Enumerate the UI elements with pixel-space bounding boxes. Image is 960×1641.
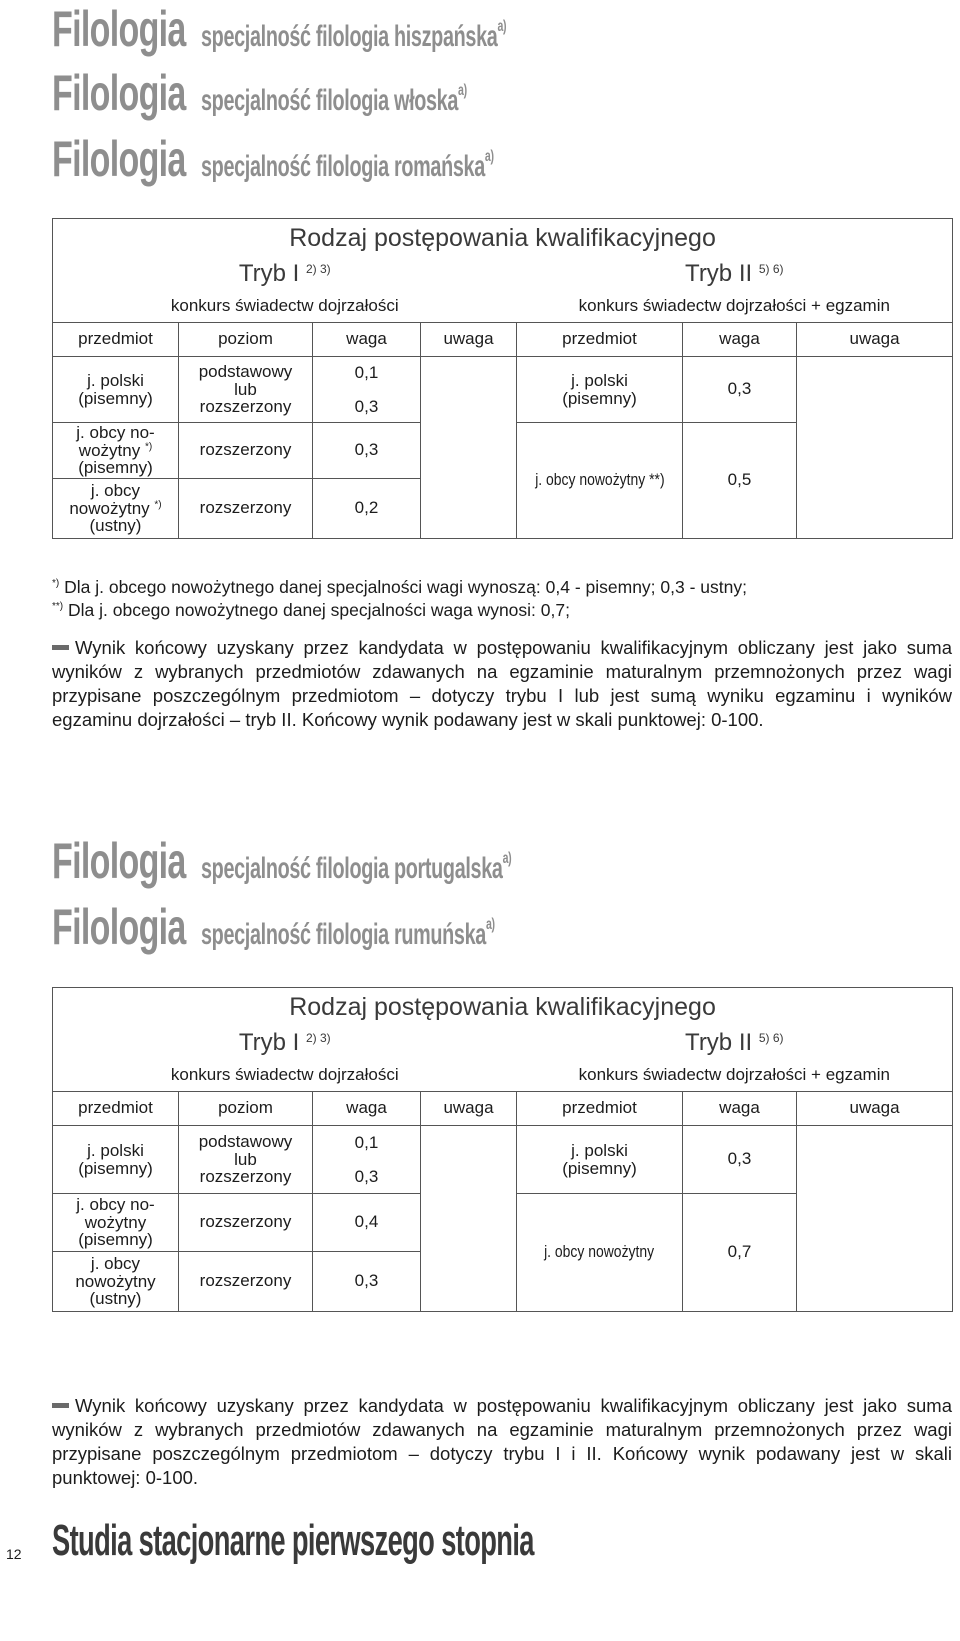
subject-line: wożytny <box>84 1212 147 1232</box>
heading-sup: a) <box>458 82 467 99</box>
heading-specialty <box>201 852 511 886</box>
konkurs-2: konkurs świadectw dojrzałości + egzamin <box>517 1060 953 1092</box>
subject-line: (ustny) <box>89 516 142 536</box>
subject-line: j. polski <box>87 1140 144 1160</box>
footnote-text: Dla j. obcego nowożytnego danej specjalności wagi wynoszą: 0,4 - pisemny; 0,3 - ustny; <box>64 576 747 597</box>
level-line: lub <box>234 379 257 399</box>
heading-specialty-text: specjalność filologia rumuńska <box>201 918 486 951</box>
subject-line <box>53 442 178 460</box>
qualification-table-2 <box>52 987 953 1312</box>
subject-line: (pisemny) <box>562 1158 637 1178</box>
heading-romanska <box>52 130 644 188</box>
heading-specialty <box>201 150 494 184</box>
tryb-1-label <box>53 1028 517 1060</box>
level-cell <box>179 357 313 423</box>
col-header: waga <box>683 323 797 357</box>
subject-line: j. polski <box>571 370 628 390</box>
t2-subject-cell <box>517 423 683 539</box>
tryb-1-sup: 2) 3) <box>305 262 331 277</box>
level-cell: rozszerzony <box>179 479 313 539</box>
col-header: uwaga <box>421 323 517 357</box>
tryb-1-text: Tryb I <box>238 1029 300 1057</box>
qualification-table-1 <box>52 218 953 539</box>
level-cell <box>179 1126 313 1194</box>
table-title: Rodzaj postępowania kwalifikacyjnego <box>53 219 953 259</box>
subject-cell <box>53 423 179 479</box>
subject-cell <box>53 357 179 423</box>
col-header: waga <box>313 1092 421 1126</box>
subject-line: j. obcy <box>90 480 141 500</box>
subject-line: (pisemny) <box>562 388 637 408</box>
level-cell: rozszerzony <box>179 423 313 479</box>
col-header: waga <box>683 1092 797 1126</box>
heading-big: Filologia <box>52 1 186 57</box>
heading-rumunska <box>52 898 646 956</box>
tryb-2-text: Tryb II <box>685 1029 753 1057</box>
konkurs-2: konkurs świadectw dojrzałości + egzamin <box>517 291 953 323</box>
dash-bullet-icon <box>52 1403 69 1408</box>
weight-cell: 0,4 <box>313 1194 421 1252</box>
paragraph-text: Wynik końcowy uzyskany przez kandydata w postępowaniu kwalifikacyjnym obliczany jest jako suma wyników z wybranych przedmiotów zdawanych na egzaminie maturalnym przemnożonych przez wagi przypisane poszczególnym przedmiotom – dotyczy trybu I lub jest sumą wyniku egzaminu i wyników egzaminu dojrzałości – tryb II. Końcowy wynik podawany jest w skali punktowej: 0-100. <box>52 637 952 730</box>
tryb-1-text: Tryb I <box>238 260 300 288</box>
heading-specialty-text: specjalność filologia romańska <box>201 150 485 183</box>
level-cell: rozszerzony <box>179 1194 313 1252</box>
subject-line: j. obcy <box>90 1253 141 1273</box>
table-title: Rodzaj postępowania kwalifikacyjnego <box>53 988 953 1028</box>
weight-value: 0,3 <box>354 1166 379 1186</box>
subject-line: (pisemny) <box>78 1230 153 1250</box>
t2-weight-cell: 0,7 <box>683 1194 797 1312</box>
subject-line: (pisemny) <box>78 388 153 408</box>
subject-text: nowożytny <box>69 498 150 518</box>
footnote-marker: **) <box>52 601 64 612</box>
footnote-marker: *) <box>144 440 153 452</box>
footnote-marker: *) <box>52 578 60 589</box>
subject-line <box>53 500 178 518</box>
subject-cell <box>53 1194 179 1252</box>
heading-big: Filologia <box>52 131 186 187</box>
t2-weight-cell: 0,5 <box>683 423 797 539</box>
uwaga-cell <box>421 357 517 539</box>
weight-cell <box>313 1126 421 1194</box>
dash-bullet-icon <box>52 645 69 650</box>
footnote-2 <box>52 596 952 621</box>
footnote-marker: *) <box>154 498 162 510</box>
tryb-2-sup: 5) 6) <box>758 1031 784 1046</box>
subject-line: j. obcy no- <box>76 422 155 442</box>
heading-specialty <box>201 84 467 118</box>
konkurs-1: konkurs świadectw dojrzałości <box>53 1060 517 1092</box>
heading-specialty <box>201 20 506 54</box>
weight-value: 0,1 <box>354 362 379 382</box>
tryb-2-sup: 5) 6) <box>758 262 784 277</box>
heading-specialty <box>201 918 495 952</box>
heading-big: Filologia <box>52 65 186 121</box>
weight-value: 0,3 <box>354 396 379 416</box>
heading-specialty-text: specjalność filologia włoska <box>201 84 459 117</box>
col-header: przedmiot <box>517 323 683 357</box>
tryb-2-label <box>517 1028 953 1060</box>
subject-cell <box>53 479 179 539</box>
t2-uwaga-cell <box>797 357 953 539</box>
col-header: waga <box>313 323 421 357</box>
footer-title: Studia stacjonarne pierwszego stopnia <box>52 1516 534 1565</box>
subject-cell <box>53 1252 179 1312</box>
heading-sup: a) <box>497 18 507 35</box>
t2-subject-cell <box>517 357 683 423</box>
level-cell: rozszerzony <box>179 1252 313 1312</box>
subject-line: (ustny) <box>89 1289 142 1309</box>
heading-big: Filologia <box>52 833 186 889</box>
tryb-2-text: Tryb II <box>685 260 753 288</box>
col-header: przedmiot <box>517 1092 683 1126</box>
subject-line: nowożytny <box>75 1271 156 1291</box>
heading-big: Filologia <box>52 899 186 955</box>
subject-cell <box>53 1126 179 1194</box>
t2-weight-cell: 0,3 <box>683 1126 797 1194</box>
subject-text: wożytny <box>78 440 141 460</box>
col-header: uwaga <box>797 323 953 357</box>
subject-line: (pisemny) <box>78 458 153 478</box>
level-line: podstawowy <box>198 1131 293 1151</box>
heading-sup: a) <box>484 148 494 165</box>
tryb-1-sup: 2) 3) <box>305 1031 331 1046</box>
level-line: lub <box>234 1149 257 1169</box>
level-line: rozszerzony <box>199 397 292 417</box>
heading-sup: a) <box>502 850 512 867</box>
page-number: 12 <box>6 1546 22 1562</box>
weight-value: 0,1 <box>354 1132 379 1152</box>
heading-specialty-text: specjalność filologia hiszpańska <box>201 20 498 53</box>
weight-cell <box>313 357 421 423</box>
heading-portugalska <box>52 832 671 890</box>
col-header: uwaga <box>421 1092 517 1126</box>
subject-line: j. polski <box>87 370 144 390</box>
subject-text: j. obcy nowożytny <box>544 1242 655 1262</box>
weight-cell: 0,2 <box>313 479 421 539</box>
level-line: podstawowy <box>198 361 293 381</box>
col-header: uwaga <box>797 1092 953 1126</box>
level-line: rozszerzony <box>199 1167 292 1187</box>
result-paragraph-2 <box>52 1394 952 1490</box>
konkurs-1: konkurs świadectw dojrzałości <box>53 291 517 323</box>
subject-line: (pisemny) <box>78 1158 153 1178</box>
heading-hiszpanska <box>52 0 663 58</box>
t2-subject-cell <box>517 1194 683 1312</box>
subject-text: j. obcy nowożytny **) <box>534 470 665 490</box>
col-header: przedmiot <box>53 1092 179 1126</box>
col-header: przedmiot <box>53 323 179 357</box>
subject-line: j. obcy no- <box>76 1194 155 1214</box>
footnote-1 <box>52 573 952 598</box>
t2-weight-cell: 0,3 <box>683 357 797 423</box>
heading-sup: a) <box>485 916 495 933</box>
col-header: poziom <box>179 323 313 357</box>
subject-line: j. polski <box>571 1140 628 1160</box>
weight-cell: 0,3 <box>313 423 421 479</box>
t2-uwaga-cell <box>797 1126 953 1312</box>
heading-wloska <box>52 64 604 122</box>
col-header: poziom <box>179 1092 313 1126</box>
paragraph-text: Wynik końcowy uzyskany przez kandydata w postępowaniu kwalifikacyjnym obliczany jest jako suma wyników z wybranych przedmiotów zdawanych na egzaminie maturalnym przemnożonych przez wagi przypisane poszczególnym przedmiotom – dotyczy trybu I i II. Końcowy wynik podawany jest w skali punktowej: 0-100. <box>52 1395 952 1488</box>
heading-specialty-text: specjalność filologia portugalska <box>201 852 503 885</box>
result-paragraph-1 <box>52 636 952 732</box>
weight-cell: 0,3 <box>313 1252 421 1312</box>
footnote-text: Dla j. obcego nowożytnego danej specjalności waga wynosi: 0,7; <box>68 599 570 620</box>
uwaga-cell <box>421 1126 517 1312</box>
tryb-2-label <box>517 259 953 291</box>
t2-subject-cell <box>517 1126 683 1194</box>
tryb-1-label <box>53 259 517 291</box>
